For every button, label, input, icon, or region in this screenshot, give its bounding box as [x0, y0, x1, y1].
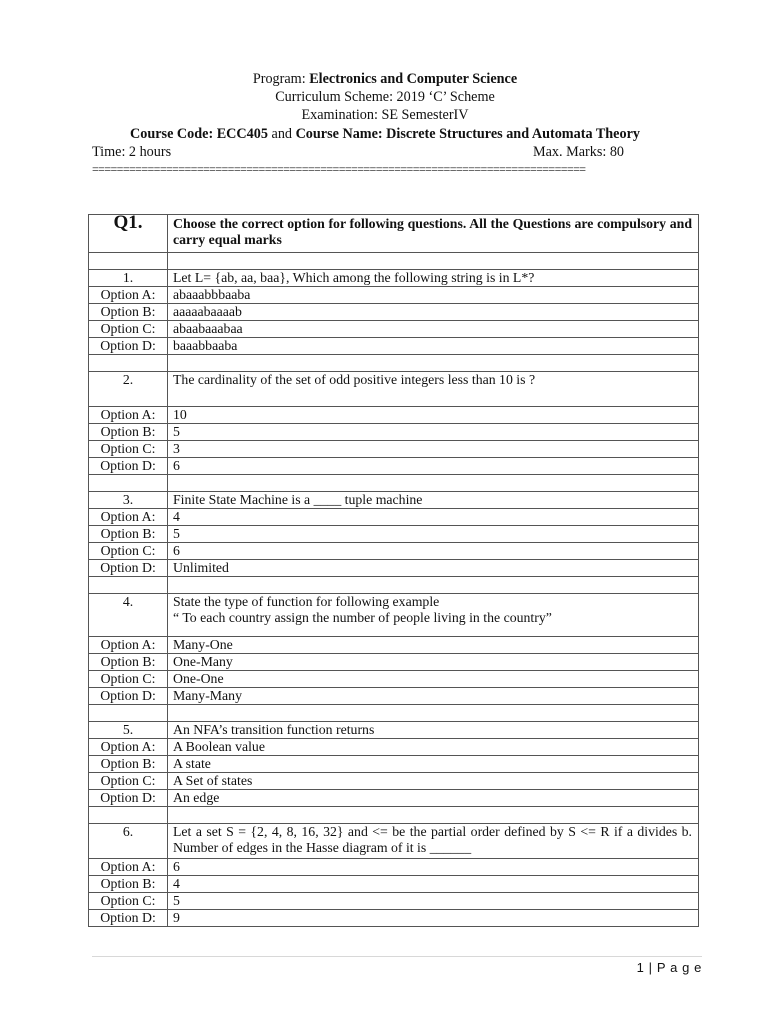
q1-header-row	[89, 215, 699, 253]
option-text: A state	[168, 756, 699, 773]
option-label: Option D:	[89, 910, 168, 927]
question-number: 6.	[89, 824, 168, 859]
spacer-cell	[168, 807, 699, 824]
option-text: A Set of states	[168, 773, 699, 790]
option-text: 10	[168, 407, 699, 424]
option-text: abaaabbbaaba	[168, 287, 699, 304]
option-row	[89, 910, 699, 927]
question-text: Finite State Machine is a ____ tuple machine	[168, 492, 699, 509]
curriculum-scheme: Curriculum Scheme: 2019 ‘C’ Scheme	[275, 89, 495, 105]
option-text: 6	[168, 458, 699, 475]
q1-instruction: Choose the correct option for following questions. All the Questions are compulsory and carry equal marks	[168, 215, 699, 253]
question-text-line1: State the type of function for following example	[173, 594, 440, 609]
option-row	[89, 756, 699, 773]
option-label: Option C:	[89, 543, 168, 560]
spacer-cell	[168, 577, 699, 594]
option-row	[89, 671, 699, 688]
option-row	[89, 773, 699, 790]
option-text: 3	[168, 441, 699, 458]
question-row	[89, 824, 699, 859]
option-row	[89, 688, 699, 705]
option-label: Option D:	[89, 688, 168, 705]
option-row	[89, 338, 699, 355]
option-text: baaabbaaba	[168, 338, 699, 355]
option-row	[89, 739, 699, 756]
course-and: and	[267, 126, 296, 142]
spacer-cell	[89, 253, 168, 270]
question-text-line2: “ To each country assign the number of people living in the country”	[173, 610, 552, 625]
questions-table	[88, 214, 699, 927]
option-text: 6	[168, 543, 699, 560]
option-row	[89, 526, 699, 543]
option-label: Option B:	[89, 424, 168, 441]
spacer-cell	[168, 705, 699, 722]
q1-label: Q1.	[89, 215, 168, 253]
question-number: 4.	[89, 594, 168, 637]
option-row	[89, 509, 699, 526]
course-name: Course Name: Discrete Structures and Automata Theory	[295, 126, 640, 142]
separator-rule: ================================================================================	[92, 162, 586, 176]
option-row	[89, 859, 699, 876]
question-text: An NFA’s transition function returns	[168, 722, 699, 739]
footer-divider	[92, 956, 702, 957]
option-row	[89, 441, 699, 458]
option-row	[89, 790, 699, 807]
option-text: 4	[168, 509, 699, 526]
option-label: Option D:	[89, 790, 168, 807]
option-text: 5	[168, 893, 699, 910]
option-label: Option B:	[89, 654, 168, 671]
question-text: Let a set S = {2, 4, 8, 16, 32} and <= be the partial order defined by S <= R if a divides b. Number of edges in the Hasse diagram of it is ______	[168, 824, 699, 859]
exam-time: Time: 2 hours	[92, 144, 172, 160]
option-row	[89, 893, 699, 910]
option-label: Option D:	[89, 338, 168, 355]
option-label: Option B:	[89, 304, 168, 321]
question-row	[89, 492, 699, 509]
option-row	[89, 407, 699, 424]
max-marks: Max. Marks: 80	[533, 144, 625, 160]
option-row	[89, 287, 699, 304]
page-number: 1 | P a g e	[636, 960, 702, 975]
program-label: Program:	[252, 71, 310, 87]
option-row	[89, 424, 699, 441]
option-label: Option C:	[89, 893, 168, 910]
question-text: The cardinality of the set of odd positive integers less than 10 is ?	[168, 372, 699, 407]
option-text: 5	[168, 526, 699, 543]
option-row	[89, 876, 699, 893]
spacer-cell	[168, 253, 699, 270]
spacer-cell	[89, 577, 168, 594]
option-label: Option D:	[89, 458, 168, 475]
option-label: Option A:	[89, 637, 168, 654]
question-number: 1.	[89, 270, 168, 287]
option-text: 9	[168, 910, 699, 927]
question-row	[89, 372, 699, 407]
option-text: One-One	[168, 671, 699, 688]
question-row	[89, 270, 699, 287]
spacer-cell	[89, 355, 168, 372]
option-label: Option C:	[89, 321, 168, 338]
spacer-cell	[168, 355, 699, 372]
course-line	[0, 126, 770, 143]
question-text	[168, 594, 699, 637]
option-text: 6	[168, 859, 699, 876]
option-label: Option B:	[89, 526, 168, 543]
program-line	[0, 71, 770, 88]
option-label: Option A:	[89, 859, 168, 876]
option-text: Unlimited	[168, 560, 699, 577]
option-text: 4	[168, 876, 699, 893]
spacer-cell	[89, 705, 168, 722]
spacer-cell	[168, 475, 699, 492]
option-label: Option A:	[89, 407, 168, 424]
option-text: abaabaaabaa	[168, 321, 699, 338]
option-row	[89, 304, 699, 321]
option-label: Option B:	[89, 876, 168, 893]
option-label: Option C:	[89, 671, 168, 688]
option-text: A Boolean value	[168, 739, 699, 756]
question-number: 2.	[89, 372, 168, 407]
option-label: Option A:	[89, 287, 168, 304]
option-row	[89, 543, 699, 560]
option-label: Option A:	[89, 509, 168, 526]
option-text: aaaaabaaaab	[168, 304, 699, 321]
option-text: An edge	[168, 790, 699, 807]
question-text: Let L= {ab, aa, baa}, Which among the following string is in L*?	[168, 270, 699, 287]
examination: Examination: SE SemesterIV	[301, 107, 469, 123]
question-number: 3.	[89, 492, 168, 509]
option-row	[89, 637, 699, 654]
option-label: Option C:	[89, 773, 168, 790]
course-code: Course Code: ECC405	[130, 126, 268, 142]
option-label: Option D:	[89, 560, 168, 577]
option-row	[89, 321, 699, 338]
option-label: Option B:	[89, 756, 168, 773]
spacer-cell	[89, 807, 168, 824]
question-number: 5.	[89, 722, 168, 739]
spacer-cell	[89, 475, 168, 492]
option-text: 5	[168, 424, 699, 441]
question-row	[89, 722, 699, 739]
option-row	[89, 654, 699, 671]
option-row	[89, 458, 699, 475]
option-text: Many-One	[168, 637, 699, 654]
option-label: Option C:	[89, 441, 168, 458]
option-row	[89, 560, 699, 577]
option-label: Option A:	[89, 739, 168, 756]
question-row	[89, 594, 699, 637]
option-text: Many-Many	[168, 688, 699, 705]
option-text: One-Many	[168, 654, 699, 671]
program-name: Electronics and Computer Science	[309, 71, 518, 87]
